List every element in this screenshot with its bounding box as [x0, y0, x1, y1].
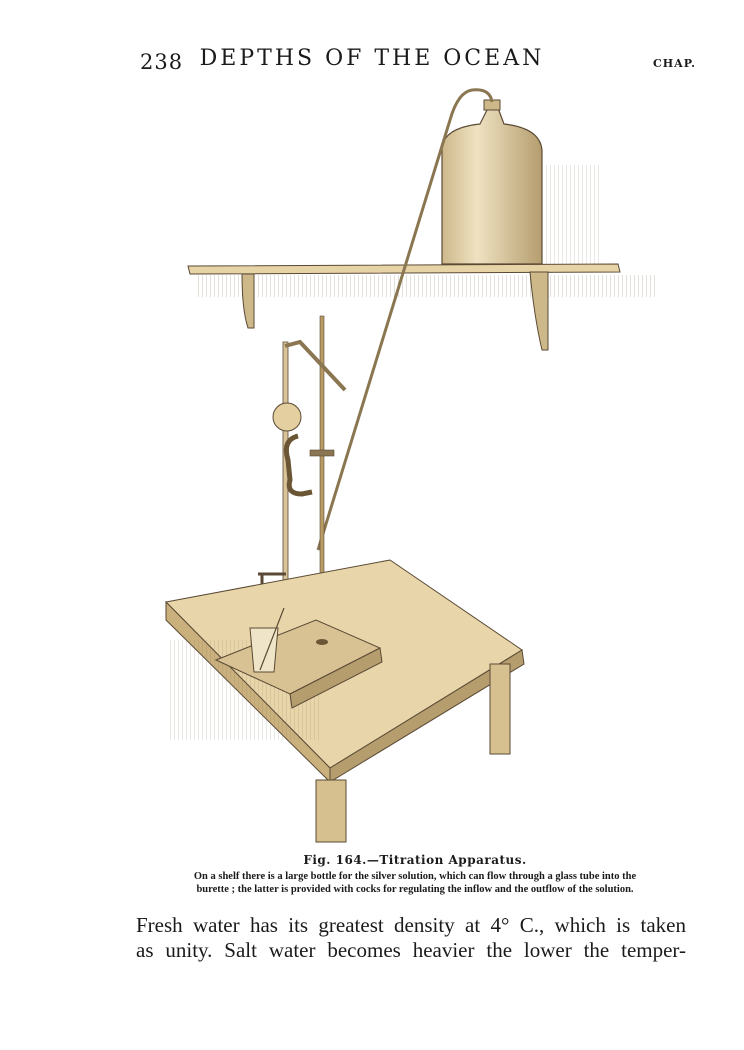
burette-top-tube [285, 342, 345, 390]
shelf-bracket-left [242, 274, 254, 328]
body-line-1: Fresh water has its greatest density at 4° C., which is taken [136, 913, 686, 937]
table-leg-right [490, 664, 510, 754]
titration-apparatus-illustration [150, 80, 670, 850]
caption-line-2: burette ; the latter is provided with cocks for regulating the inflow and the outflow of the solution. [196, 884, 634, 896]
running-title: DEPTHS OF THE OCEAN [199, 46, 545, 71]
page-header [0, 44, 744, 78]
table-leg-front [316, 780, 346, 842]
clamp [286, 436, 312, 494]
chapter-label: CHAP. [653, 57, 696, 70]
caption-line-1: On a shelf there is a large bottle for the silver solution, which can flow through a glass tube into the [193, 871, 637, 882]
body-line-2: as unity. Salt water becomes heavier the lower the temper- [136, 938, 686, 962]
clamp-screw [310, 450, 334, 456]
figure-title: Fig. 164.—Titration Apparatus. [303, 853, 527, 867]
shelf-shadow [195, 275, 655, 297]
glass-bulb [273, 403, 301, 431]
silver-solution-bottle [442, 108, 542, 264]
figure-caption [120, 853, 710, 896]
page-number: 238 [140, 50, 184, 74]
rod-foot [316, 639, 328, 645]
body-paragraph [136, 913, 686, 963]
shelf-bracket-right [530, 272, 548, 350]
bottle-shadow [542, 165, 602, 265]
